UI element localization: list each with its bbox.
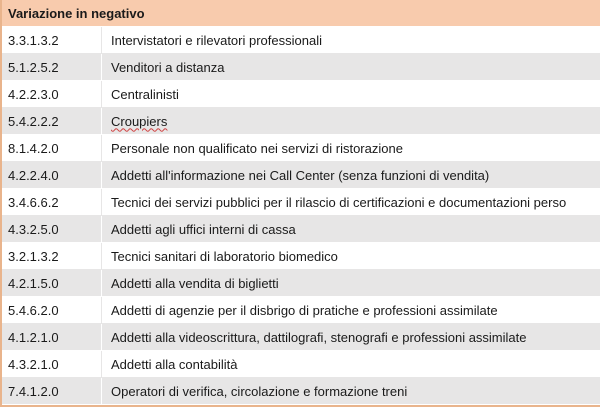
occupation-description: Centralinisti [111, 86, 179, 102]
occupation-code: 3.2.1.3.2 [2, 243, 102, 269]
occupation-description: Addetti di agenzie per il disbrigo di pratiche e professioni assimilate [111, 302, 498, 318]
occupation-code: 4.3.2.5.0 [2, 216, 102, 242]
table-row [2, 216, 600, 243]
occupation-description: Tecnici sanitari di laboratorio biomedico [111, 248, 338, 264]
occupation-description: Addetti all'informazione nei Call Center (senza funzioni di vendita) [111, 167, 490, 183]
occupation-description: Tecnici dei servizi pubblici per il rilascio di certificazioni e documentazioni perso [111, 194, 567, 210]
occupation-code: 8.1.4.2.0 [2, 135, 102, 161]
table-row [2, 351, 600, 378]
occupation-code: 7.4.1.2.0 [2, 378, 102, 404]
table-row [2, 27, 600, 54]
occupation-code: 4.3.2.1.0 [2, 351, 102, 377]
occupation-description: Addetti agli uffici interni di cassa [111, 221, 296, 237]
table-title: Variazione in negativo [8, 5, 145, 21]
table-header [2, 0, 600, 27]
occupation-description [102, 108, 167, 134]
occupation-code: 5.1.2.5.2 [2, 54, 102, 80]
table-row [2, 108, 600, 135]
table-row [2, 54, 600, 81]
occupation-description: Intervistatori e rilevatori professionali [111, 32, 322, 48]
occupation-description: Addetti alla videoscrittura, dattilografi, stenografi e professioni assimilate [111, 329, 527, 345]
table-row [2, 81, 600, 108]
occupation-code: 3.3.1.3.2 [2, 27, 102, 53]
occupation-code: 3.4.6.6.2 [2, 189, 102, 215]
occupation-description: Personale non qualificato nei servizi di ristorazione [111, 140, 403, 156]
occupation-code: 4.2.1.5.0 [2, 270, 102, 296]
table-row [2, 162, 600, 189]
table-row [2, 297, 600, 324]
table-row [2, 135, 600, 162]
occupation-description: Addetti alla vendita di biglietti [111, 275, 279, 291]
table-row [2, 270, 600, 297]
occupation-code: 4.1.2.1.0 [2, 324, 102, 350]
table-row [2, 378, 600, 405]
table-row [2, 243, 600, 270]
occupation-description: Addetti alla contabilità [111, 356, 238, 372]
occupation-code: 4.2.2.4.0 [2, 162, 102, 188]
occupation-description: Operatori di verifica, circolazione e formazione treni [111, 383, 408, 399]
table-row [2, 324, 600, 351]
occupation-code: 4.2.2.3.0 [2, 81, 102, 107]
occupation-description: Venditori a distanza [111, 59, 225, 75]
occupation-code: 5.4.2.2.2 [2, 108, 102, 134]
table-row [2, 189, 600, 216]
occupation-code: 5.4.6.2.0 [2, 297, 102, 323]
spellcheck-flagged-word[interactable]: Croupiers [111, 113, 168, 129]
